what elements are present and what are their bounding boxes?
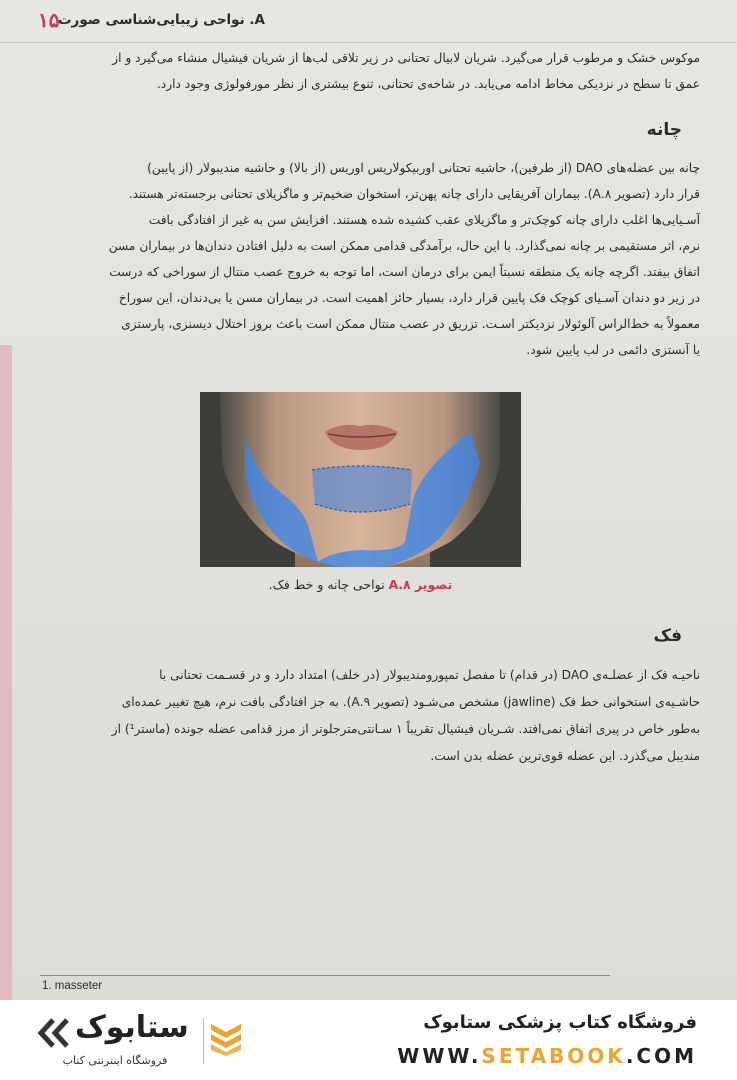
section-heading-chin: چانه xyxy=(646,120,682,140)
chin-overlay xyxy=(312,466,412,512)
text-line: یا آنستزی دائمی در لب پایین شود. xyxy=(526,343,700,357)
url-suffix: .COM xyxy=(625,1044,697,1068)
logo-subtext: فروشگاه اینترنتی کتاب xyxy=(62,1054,168,1067)
text-line: نرم، اثر مستقیمی بر چانه نمی‌گذارد. با این حال، برآمدگی قدامی ممکن است به دلیل افتادن دندان‌ها در بیماران مسن xyxy=(108,239,700,253)
text-line: مندیبل می‌گذرد. این عضله قوی‌ترین عضله بدن است. xyxy=(430,749,700,763)
url-prefix: WWW. xyxy=(397,1044,482,1068)
figure-caption-text: نواحی چانه و خط فک. xyxy=(268,577,385,592)
text-line: چانه بین عضله‌های DAO (از طرفین)، حاشیه تحتانی اوربیکولاریس اوریس (از بالا) و حاشیه مندیبولار (از پایین) xyxy=(147,161,700,175)
text-line: موکوس خشک و مرطوب قرار می‌گیرد. شریان لابیال تحتانی در زیر تلاقی لب‌ها از شریان فیشیال منشاء می‌گیرد و از xyxy=(112,51,700,65)
text-line: حاشـیه‌ی استخوانی خط فک (jawline) مشخص می‌شـود (تصویر ۹.A). به جز افتادگی بافت نرم، هیچ تغییر عمده‌ای xyxy=(121,695,700,709)
footnote-divider xyxy=(40,975,610,976)
figure-caption xyxy=(200,577,521,592)
face-illustration xyxy=(200,392,521,567)
store-logo[interactable] xyxy=(35,1010,295,1072)
text-line: اتفاق بیفتد. اگرچه چانه یک منطقه نسبتاً ایمن برای درمان است، اما توجه به خروج عصب منتال از سوراخی که درست xyxy=(109,265,700,279)
page-header xyxy=(0,0,737,43)
chin-jaw-figure xyxy=(200,392,521,567)
logo-wordmark: ستابوک xyxy=(75,1010,189,1045)
text-line: به‌طور خاص در پیری اتفاق نمی‌افتد. شـریان فیشیال تقریباً ۱ سـانتی‌مترجلوتر از مرز قدامی عضله جونده (ماستر¹) از xyxy=(111,722,700,736)
text-line: در زیر دو دندان آسـیای کوچک فک پایین قرار دارد، بسیار حائز اهمیت است. در بیماران مسن یا بی‌دندان، این سوراخ xyxy=(118,291,700,305)
intro-paragraph xyxy=(40,46,700,97)
book-stack-icon xyxy=(209,1016,243,1056)
jaw-paragraph xyxy=(40,662,700,770)
url-brand: SETABOOK xyxy=(481,1044,626,1068)
page-edge-strip xyxy=(0,345,12,1000)
text-line: ناحیـه فک از عضلـه‌ی DAO (در قدام) تا مفصل تمپورومندیبولار (در خلف) امتداد دارد و در قسـمت تحتانی با xyxy=(159,668,700,682)
store-name: فروشگاه کتاب پزشکی ستابوک xyxy=(423,1012,697,1033)
running-title: A. نواحی زیبایی‌شناسی صورت xyxy=(57,12,265,28)
text-line: معمولاً به خط‌الراس آلوئولار نزدیکتر اسـت. تزریق در عصب منتال ممکن است باعث بروز اختلال دیسنزی، پارستزی xyxy=(121,317,700,331)
chevrons-icon xyxy=(35,1016,71,1050)
logo-divider xyxy=(203,1018,204,1064)
text-line: عمق تا سطح در نزدیکی مخاط ادامه می‌یابد. در شاخه‌ی تحتانی، تنوع بیشتری از نظر مورفولوژی وجود دارد. xyxy=(156,76,700,91)
figure-label: تصویر ۸.A xyxy=(388,577,453,592)
store-url-link[interactable] xyxy=(397,1044,697,1068)
chin-paragraph xyxy=(40,155,700,363)
text-line: قرار دارد (تصویر ۸.A). بیماران آفریقایی دارای چانه پهن‌تر، استخوان ضخیم‌تر و ماگزیلای تحتانی برجسته‌تر هستند. xyxy=(128,187,700,201)
footnote: 1. masseter xyxy=(42,980,103,992)
text-line: آسـیایی‌ها اغلب دارای چانه کوچک‌تر و ماگزیلای عقب کشیده شده هستند. افزایش سن به غیر از افتادگی بافت xyxy=(148,213,700,227)
store-banner xyxy=(0,1000,737,1080)
page-number: ۱۵ xyxy=(38,8,60,32)
section-heading-jaw: فک xyxy=(653,626,682,646)
